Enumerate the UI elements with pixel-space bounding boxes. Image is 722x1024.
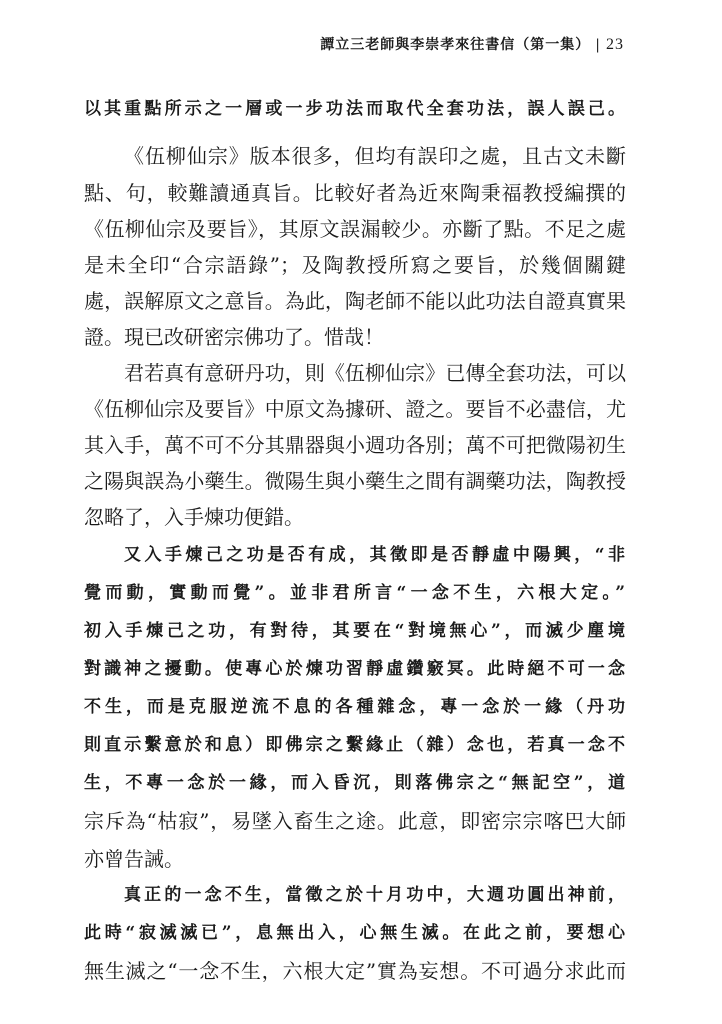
- text-line: 對識神之擾動。使專心於煉功習靜虛鑽竅冥。此時絕不可一念: [84, 659, 626, 679]
- text-line: 此時“寂滅滅已”，息無出入，心無生滅。在此之前，要想心: [84, 923, 626, 943]
- text-line: 不生，而是克服逆流不息的各種雜念，專一念於一緣（丹功: [84, 697, 626, 717]
- text-line: 則直示繫意於和息）即佛宗之繫緣止（雜）念也，若真一念不: [84, 735, 626, 755]
- page-number: 23: [606, 36, 624, 53]
- text-line: 之陽與誤為小藥生。微陽生與小藥生之間有調藥功法，陶教授: [84, 470, 626, 492]
- text-line: 初入手煉己之功，有對待，其要在“對境無心”，而滅少塵境: [84, 621, 626, 641]
- running-header: [320, 34, 624, 54]
- text-line: 證。現已改研密宗佛功了。惜哉！: [84, 326, 384, 348]
- text-line: 無生滅之“一念不生，六根大定”實為妄想。不可過分求此而: [84, 960, 626, 982]
- text-line: 《伍柳仙宗及要旨》，其原文誤漏較少。亦斷了點。不足之處: [84, 218, 626, 240]
- header-separator: |: [595, 37, 601, 53]
- text-line: 又入手煉己之功是否有成，其徵即是否靜虛中陽興，“非: [124, 545, 626, 565]
- text-line: 《伍柳仙宗》版本很多，但均有誤印之處，且古文未斷: [124, 145, 626, 167]
- text-line: 點、句，較難讀通真旨。比較好者為近來陶秉福教授編撰的: [84, 182, 626, 204]
- text-line: 覺而動，實動而覺”。並非君所言“一念不生，六根大定。”: [84, 583, 626, 603]
- text-line: 君若真有意研丹功，則《伍柳仙宗》已傳全套功法，可以: [124, 362, 626, 384]
- text-line: 處，誤解原文之意旨。為此，陶老師不能以此功法自證真實果: [84, 290, 626, 312]
- text-line: 宗斥為“枯寂”，易墜入畜生之途。此意，即密宗宗喀巴大師: [84, 810, 626, 832]
- text-line: 以其重點所示之一層或一步功法而取代全套功法，誤人誤己。: [84, 99, 626, 119]
- text-line: 《伍柳仙宗及要旨》中原文為據研、證之。要旨不必盡信，尤: [84, 398, 626, 420]
- text-line: 是未全印“合宗語錄”；及陶教授所寫之要旨，於幾個關鍵: [84, 254, 626, 276]
- text-line: 真正的一念不生，當徵之於十月功中，大週功圓出神前，: [124, 885, 626, 905]
- text-line: 忽略了，入手煉功便錯。: [84, 506, 304, 528]
- text-line: 其入手，萬不可不分其鼎器與小週功各別；萬不可把微陽初生: [84, 434, 626, 456]
- text-line: 亦曾告誡。: [84, 848, 184, 870]
- book-title: 譚立三老師與李崇孝來往書信（第一集）: [320, 37, 591, 53]
- text-line: 生，不專一念於一緣，而入昏沉，則落佛宗之“無記空”，道: [84, 773, 626, 793]
